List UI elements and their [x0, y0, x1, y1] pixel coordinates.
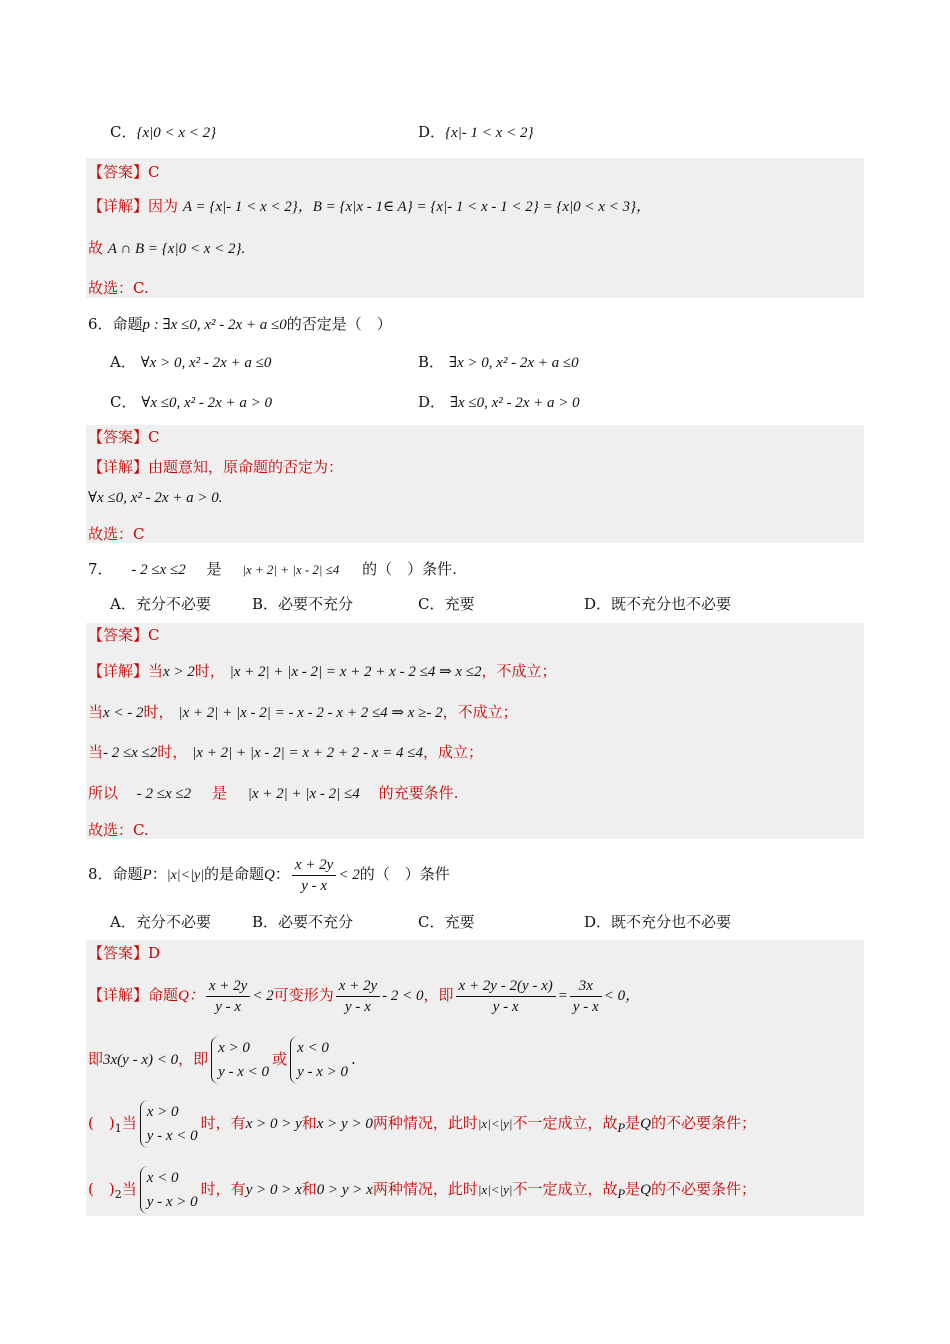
detail-math: Q [640, 1182, 651, 1198]
option-math: {x|0 < x < 2} [136, 125, 217, 141]
detail-text: 命题 [148, 986, 179, 1004]
question-number: 8．命题 [88, 865, 143, 883]
detail-math: A ∩ B = {x|0 < x < 2}. [107, 241, 246, 257]
answer-label: 【答案】C [88, 428, 160, 446]
question-text: ： [151, 865, 167, 883]
option-label: D． [418, 393, 446, 411]
detail-text: 是 [625, 1114, 641, 1132]
question-text: ： [274, 865, 290, 883]
detail-math: x > 0 > y [245, 1116, 302, 1132]
detail-label: 【详解】 [88, 986, 149, 1004]
detail-text: 即 [88, 1050, 104, 1068]
detail-label: 【详解】 [88, 197, 149, 215]
q6-options-row-2 [0, 390, 950, 414]
detail-text: 两种情况，此时 [372, 1180, 478, 1198]
detail-math: - 2 ≤x ≤2 [136, 786, 192, 802]
question-number: 7． [88, 560, 113, 578]
detail-math: ∀x ≤0, x² - 2x + a > 0. [88, 490, 223, 506]
option-c [110, 390, 272, 415]
question-text: 的否定是（ ） [286, 315, 392, 333]
detail-line-2 [88, 700, 950, 724]
fraction [336, 976, 380, 1017]
q6-options-row-1 [0, 350, 950, 374]
question-text: 的（ ）条件 [359, 865, 450, 883]
detail-text: 的不必要条件； [650, 1114, 756, 1132]
detail-text: 因为 [148, 197, 179, 215]
question-number: 6．命题 [88, 315, 143, 333]
question-text: 的是命题 [204, 865, 265, 883]
option-b [418, 350, 579, 375]
conclusion-text: 故选：C. [88, 279, 149, 297]
system-line: y - x < 0 [218, 1064, 270, 1080]
detail-line-2 [88, 236, 950, 260]
answer-line [88, 160, 950, 184]
option-math: ∀x > 0, x² - 2x + a ≤0 [140, 355, 272, 371]
fraction-numerator: x + 2y - 2(y - x) [456, 976, 556, 997]
answer-box-q7 [86, 623, 864, 839]
detail-text: ，即 [423, 986, 454, 1004]
detail-math: y > 0 > x [245, 1182, 302, 1198]
fraction-numerator: x + 2y [206, 976, 250, 997]
case-2-line [88, 1162, 756, 1216]
option-label: C． [110, 123, 137, 141]
option-c: C．充要 [418, 595, 475, 613]
detail-math: x > y > 0 [316, 1116, 373, 1132]
option-math: ∀x ≤0, x² - 2x + a > 0 [141, 395, 273, 411]
detail-math: - 2 ≤x ≤2 [103, 745, 158, 761]
equation-system [211, 1036, 269, 1084]
detail-text: 时， [194, 662, 225, 680]
option-a [110, 350, 271, 375]
conclusion [88, 818, 950, 842]
detail-math: P [617, 1121, 626, 1135]
option-b: B．必要不充分 [252, 595, 354, 613]
detail-math: x < - 2 [103, 705, 144, 721]
question-7-stem [88, 557, 950, 581]
detail-text: 时， [157, 743, 188, 761]
detail-math: = [557, 988, 568, 1004]
option-math: ∃x > 0, x² - 2x + a ≤0 [448, 355, 579, 371]
option-label: D． [418, 123, 446, 141]
option-label: B． [418, 353, 445, 371]
fraction-denominator: y - x [345, 998, 371, 1015]
detail-math: |x + 2| + |x - 2| = x + 2 + 2 - x = 4 ≤4 [192, 745, 424, 761]
detail-math: < 0， [603, 988, 641, 1004]
option-c: C．充要 [418, 913, 475, 931]
detail-text: 由题意知，原命题的否定为： [148, 458, 344, 476]
question-math: P [142, 867, 152, 883]
conclusion [88, 522, 950, 546]
option-d: D．既不充分也不必要 [584, 913, 732, 931]
question-text: 的（ ）条件. [362, 560, 457, 578]
detail-text: . [351, 1050, 356, 1068]
option-d [418, 120, 533, 145]
system-line: y - x < 0 [146, 1128, 198, 1144]
question-math: |x|<|y| [166, 868, 205, 883]
fraction [456, 976, 556, 1017]
question-math: Q [264, 867, 275, 883]
detail-text: 不一定成立，故 [512, 1114, 618, 1132]
detail-math: 3x(y - x) < 0 [103, 1052, 179, 1068]
detail-text: 不一定成立，故 [512, 1180, 618, 1198]
option-d: D．既不充分也不必要 [584, 595, 732, 613]
option-b: B．必要不充分 [252, 913, 354, 931]
option-d [418, 390, 580, 415]
detail-text: 可变形为 [273, 986, 334, 1004]
detail-text: 是 [625, 1180, 641, 1198]
detail-text: 是 [211, 784, 227, 802]
detail-math: Q [640, 1116, 651, 1132]
question-math: |x + 2| + |x - 2| ≤4 [242, 562, 340, 577]
option-a: A．充分不必要 [110, 913, 211, 931]
fraction-numerator: 3x [570, 976, 602, 997]
detail-math-line [88, 485, 950, 509]
option-math: {x|- 1 < x < 2} [445, 125, 534, 141]
detail-text: 当 [121, 1180, 137, 1198]
detail-math: |x + 2| + |x - 2| = x + 2 + x - 2 ≤4 ⇒ x ≤2 [229, 664, 482, 680]
case-subscript: 2 [114, 1188, 122, 1201]
detail-math: Q： [178, 988, 204, 1004]
answer-line [88, 623, 950, 647]
option-c [110, 120, 216, 145]
answer-label: 【答案】D [88, 944, 161, 962]
answer-line [88, 425, 950, 449]
option-math: ∃x ≤0, x² - 2x + a > 0 [449, 395, 580, 411]
answer-line [88, 941, 950, 965]
fraction-denominator: y - x [215, 998, 241, 1015]
equation-system [290, 1036, 348, 1084]
detail-math: 0 > y > x [316, 1182, 373, 1198]
fraction-denominator: y - x [492, 998, 519, 1015]
detail-line-1 [88, 194, 950, 218]
detail-line-2 [88, 1032, 356, 1086]
detail-label: 【详解】 [88, 662, 149, 680]
detail-text: 所以 [88, 784, 119, 802]
detail-text: 当 [88, 743, 104, 761]
case-number: ( ) [88, 1114, 115, 1132]
fraction [292, 855, 336, 896]
detail-text: 时，有 [200, 1180, 246, 1198]
q7-options [0, 592, 950, 616]
detail-text: 当 [121, 1114, 137, 1132]
equation-system [140, 1100, 198, 1148]
detail-line-4 [88, 781, 950, 805]
detail-math: |x + 2| + |x - 2| ≤4 [247, 786, 360, 802]
question-text: 是 [206, 560, 222, 578]
detail-text: 和 [301, 1180, 317, 1198]
conclusion [88, 276, 950, 300]
detail-math: P [617, 1187, 626, 1201]
detail-text: 的充要条件. [378, 784, 459, 802]
conclusion-text: 故选：C. [88, 821, 149, 839]
detail-text: 时， [143, 703, 174, 721]
answer-label: 【答案】C [88, 626, 160, 644]
detail-math: |x|<|y| [477, 1182, 513, 1197]
detail-text: ，即 [178, 1050, 209, 1068]
case-number: ( ) [88, 1180, 115, 1198]
q8-options [0, 910, 950, 934]
system-line: y - x > 0 [297, 1064, 349, 1080]
case-subscript: 1 [114, 1122, 122, 1135]
detail-text: 的不必要条件； [650, 1180, 756, 1198]
system-line: x > 0 [146, 1104, 179, 1120]
system-line: x < 0 [297, 1040, 329, 1056]
system-line: x < 0 [146, 1170, 179, 1186]
detail-text: 当 [148, 662, 164, 680]
system-line: y - x > 0 [146, 1194, 198, 1210]
detail-math: A = {x|- 1 < x < 2}，B = {x|x - 1∈ A} = {x|- 1 < x - 1 < 2} = {x|0 < x < 3}， [182, 199, 652, 215]
q5-options [0, 120, 950, 144]
equation-system [140, 1166, 198, 1214]
detail-math: x > 2 [163, 664, 195, 680]
detail-line-1 [88, 970, 640, 1020]
detail-text: 故 [88, 239, 104, 257]
detail-math: < 2 [252, 988, 274, 1004]
detail-math: |x|<|y| [477, 1116, 513, 1131]
fraction-denominator: y - x [301, 877, 328, 894]
case-1-line [88, 1096, 756, 1150]
detail-text: 时，有 [200, 1114, 246, 1132]
fraction [206, 976, 250, 1017]
question-math: p : ∃x ≤0, x² - 2x + a ≤0 [142, 317, 287, 333]
detail-line-3 [88, 740, 950, 764]
fraction-numerator: x + 2y [292, 855, 336, 876]
system-line: x > 0 [218, 1040, 250, 1056]
fraction [570, 976, 602, 1017]
detail-text: ，不成立； [481, 662, 557, 680]
detail-line [88, 455, 950, 479]
detail-text: 或 [272, 1050, 288, 1068]
detail-text: ，成立； [423, 743, 484, 761]
option-a: A．充分不必要 [110, 595, 211, 613]
conclusion-text: 故选：C [88, 525, 145, 543]
detail-math: |x + 2| + |x - 2| = - x - 2 - x + 2 ≤4 ⇒ x ≥- 2 [178, 705, 443, 721]
detail-line-1 [88, 659, 950, 683]
detail-text: 两种情况，此时 [372, 1114, 478, 1132]
detail-text: 当 [88, 703, 104, 721]
question-8-stem [88, 850, 450, 898]
fraction-denominator: y - x [572, 998, 599, 1015]
detail-math: - 2 < 0 [382, 988, 424, 1004]
answer-label: 【答案】C [88, 163, 160, 181]
detail-label: 【详解】 [88, 458, 149, 476]
fraction-numerator: x + 2y [336, 976, 380, 997]
detail-text: 和 [301, 1114, 317, 1132]
detail-text: ，不成立； [442, 703, 518, 721]
question-math: < 2 [338, 867, 360, 883]
question-math: - 2 ≤x ≤2 [131, 562, 186, 578]
question-6-stem [88, 312, 950, 336]
option-label: A． [110, 353, 136, 371]
option-label: C． [110, 393, 137, 411]
